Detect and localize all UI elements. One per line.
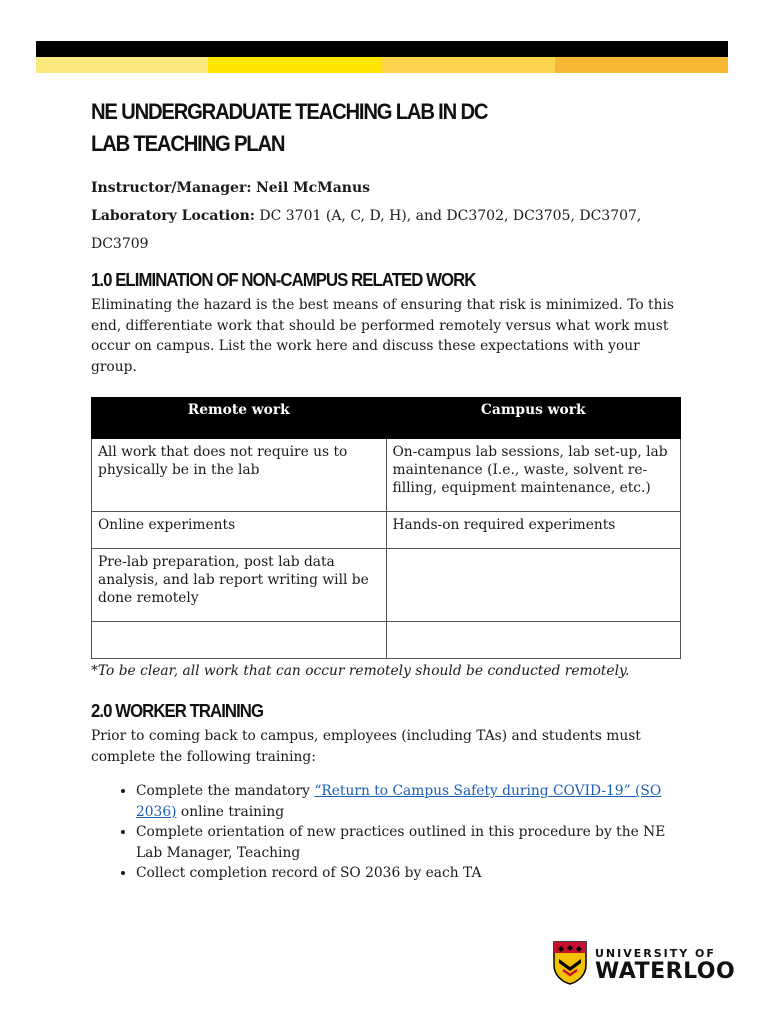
training-list	[91, 781, 683, 884]
remote-work-header: Remote work	[92, 398, 387, 439]
document-title-line-2: LAB TEACHING PLAN	[91, 131, 285, 156]
bullet-1-prefix: Complete the mandatory	[136, 783, 315, 799]
header-bars	[36, 41, 728, 73]
work-table-header-row	[92, 398, 681, 439]
table-row	[92, 549, 681, 622]
list-item	[136, 781, 683, 822]
logo-text	[595, 947, 735, 984]
table-row	[92, 622, 681, 659]
list-item: • Collect completion record of SO 2036 by each TA	[136, 863, 683, 884]
header-black-bar	[36, 41, 728, 57]
table-cell	[92, 622, 387, 659]
table-row	[92, 512, 681, 549]
waterloo-crest-icon	[553, 941, 587, 989]
header-color-segment-3	[381, 57, 555, 73]
header-color-segment-1	[36, 57, 208, 73]
list-item: • Complete orientation of new practices outlined in this procedure by the NE Lab Manager, Teaching	[136, 822, 683, 863]
so2036-training-link[interactable]: “Return to Campus Safety during COVID-19” (SO 2036)	[136, 783, 662, 820]
instructor-value: Neil McManus	[255, 180, 371, 196]
instructor-line	[91, 174, 683, 202]
table-cell: On-campus lab sessions, lab set-up, lab maintenance (I.e., waste, solvent re-filling, equipment maintenance, etc.)	[386, 439, 681, 512]
table-cell	[386, 549, 681, 622]
table-row	[92, 439, 681, 512]
location-label: Laboratory Location:	[91, 208, 255, 224]
location-line	[91, 202, 683, 258]
document-body	[91, 96, 683, 884]
university-logo	[553, 940, 736, 990]
section-2-heading: 2.0 WORKER TRAINING	[91, 701, 264, 721]
bullet-1-suffix: online training	[176, 803, 285, 820]
section-1-paragraph: Eliminating the hazard is the best means of ensuring that risk is minimized. To this end, differentiate work that should be performed remotely versus what work must occur on campus. List the work here and discuss these expectations with your group.	[91, 297, 674, 375]
logo-line-2: WATERLOO	[595, 958, 736, 984]
table-cell: Pre-lab preparation, post lab data analysis, and lab report writing will be done remotely	[92, 549, 387, 622]
instructor-label: Instructor/Manager:	[91, 180, 252, 196]
work-table	[91, 397, 681, 659]
header-color-segment-4	[555, 57, 728, 73]
logo-line-1: UNIVERSITY OF	[595, 946, 716, 960]
header-color-bar	[36, 57, 728, 73]
header-color-segment-2	[208, 57, 381, 73]
document-title-line-1: NE UNDERGRADUATE TEACHING LAB IN DC	[91, 99, 488, 124]
table-cell	[386, 622, 681, 659]
location-value: DC 3701 (A, C, D, H), and DC3702, DC3705, DC3707, DC3709	[91, 208, 642, 252]
table-note: *To be clear, all work that can occur remotely should be conducted remotely.	[91, 663, 630, 679]
campus-work-header: Campus work	[386, 398, 681, 439]
table-cell: All work that does not require us to physically be in the lab	[92, 439, 387, 512]
table-cell: Online experiments	[92, 512, 387, 549]
section-2-paragraph: Prior to coming back to campus, employees (including TAs) and students must complete the following training:	[91, 728, 641, 765]
table-cell: Hands-on required experiments	[386, 512, 681, 549]
section-1-heading: 1.0 ELIMINATION OF NON-CAMPUS RELATED WORK	[91, 270, 476, 290]
